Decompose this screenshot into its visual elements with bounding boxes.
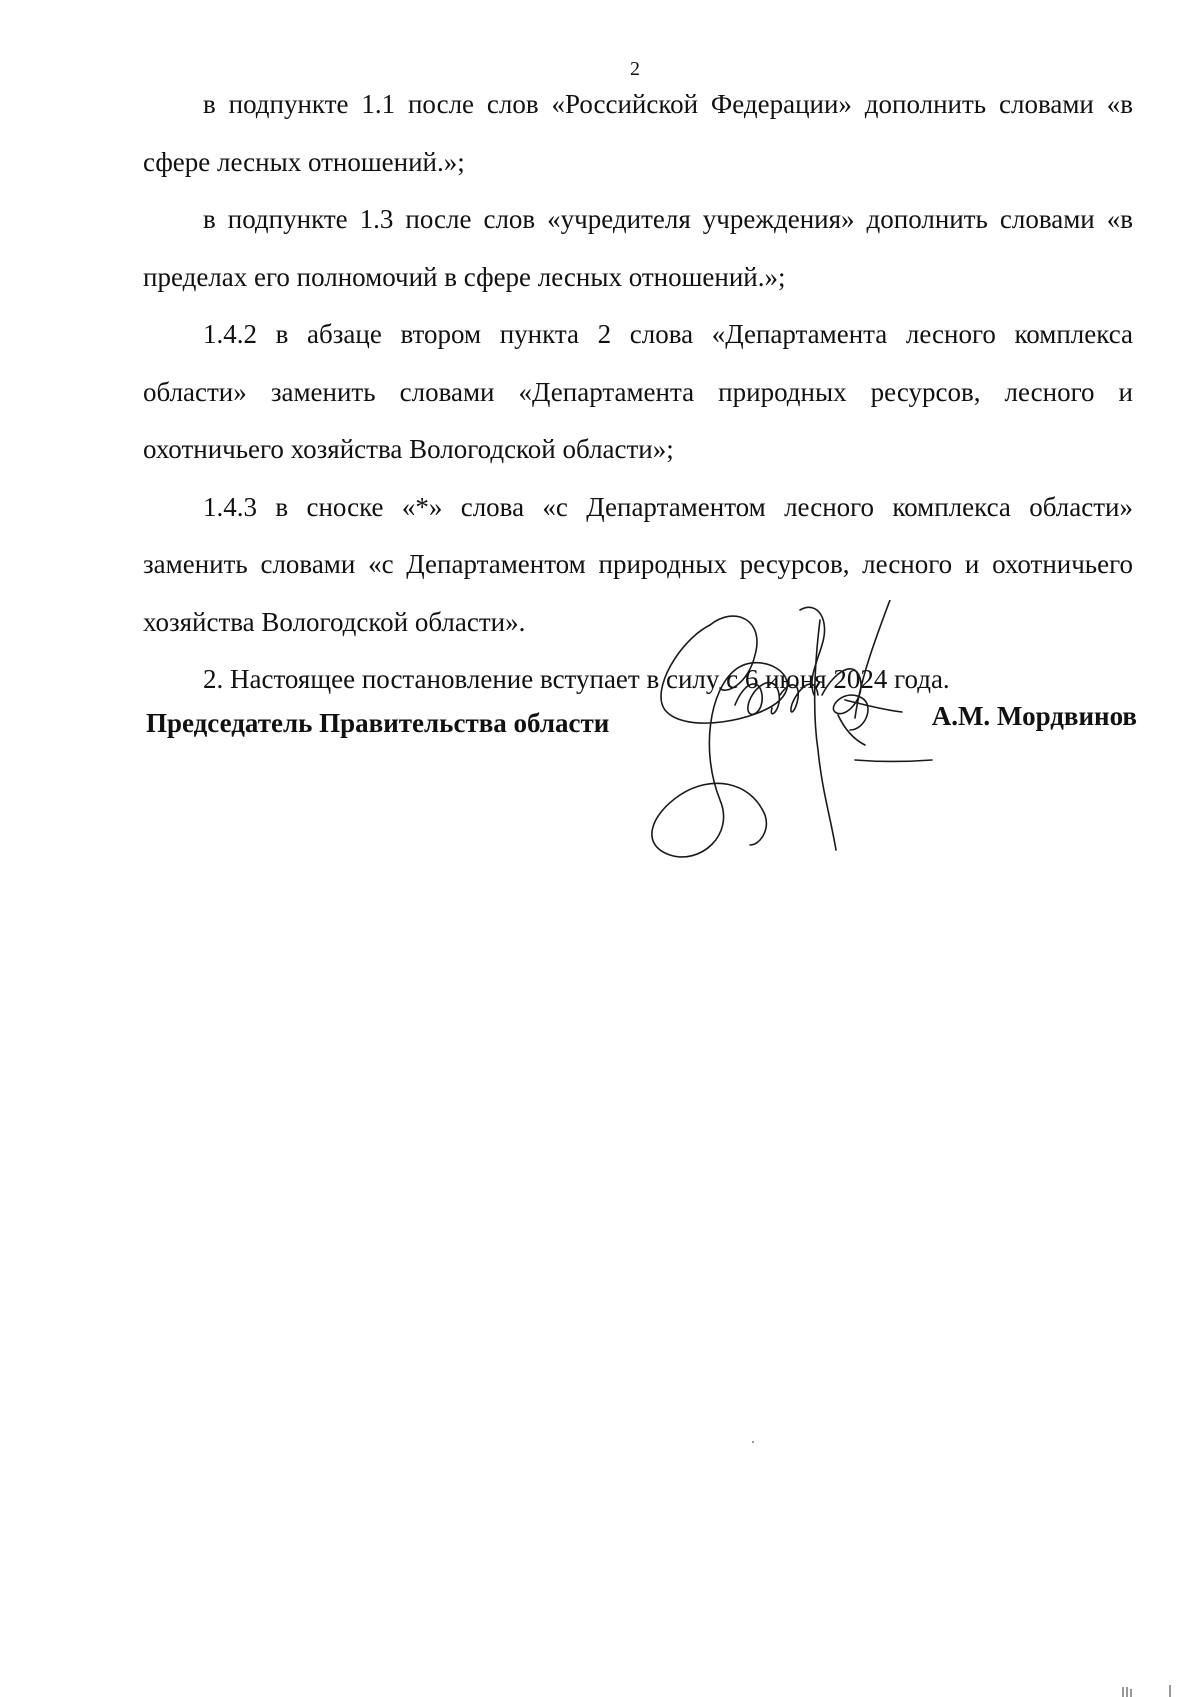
paragraph-item-1-4-2: 1.4.2 в абзаце втором пункта 2 слова «Департамента лесного комплекса области» заменить словами «Департамента природных ресурсов, лесного и охотничьего хозяйства Вологодской области»; [143,319,1133,464]
paragraph-effective-date: 2. Настоящее постановление вступает в силу с 6 июня 2024 года. [203,664,950,694]
handwritten-signature-icon [640,600,940,865]
paragraph-subitem-1-1: в подпункте 1.1 после слов «Российской Федерации» дополнить словами «в сфере лесных отношений.»; [143,89,1133,177]
signer-name: А.М. Мордвинов [931,701,1137,731]
page-number: 2 [630,58,640,80]
scan-speck [752,1441,754,1443]
paragraph-subitem-1-3: в подпункте 1.3 после слов «учредителя учреждения» дополнить словами «в пределах его полномочий в сфере лесных отношений.»; [143,204,1133,292]
scan-edge-marks-icon [1118,1683,1178,1697]
signer-title: Председатель Правительства области [146,708,610,738]
document-body [143,76,1133,709]
paragraph-item-1-4-3: 1.4.3 в сноске «*» слова «с Департаментом лесного комплекса области» заменить словами «с Департаментом природных ресурсов, лесного и охотничьего хозяйства Вологодской области». [143,491,1133,637]
signature-block [143,701,1137,748]
